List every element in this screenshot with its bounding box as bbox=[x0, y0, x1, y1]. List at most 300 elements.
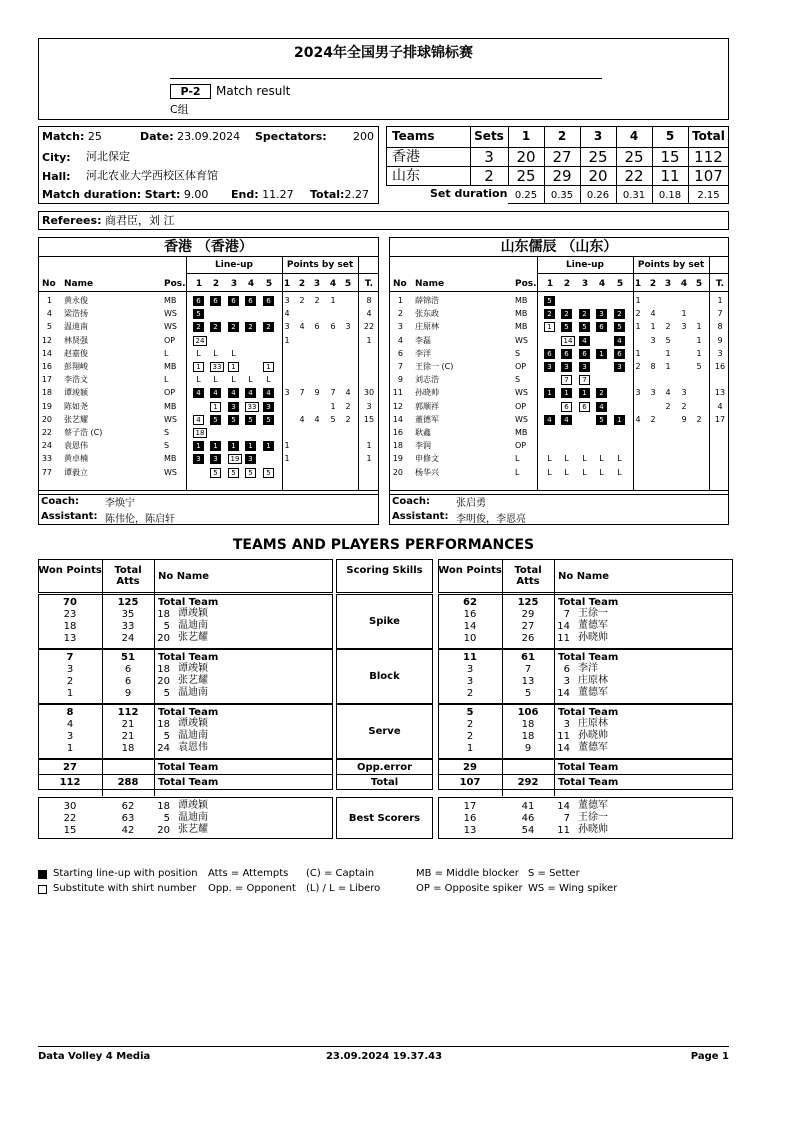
team-name: 山东儒辰 （山东） bbox=[500, 239, 618, 255]
atts-total: 112 bbox=[117, 707, 139, 718]
best-scorers-label: Best Scorers bbox=[348, 813, 421, 824]
pos-header: Pos. bbox=[515, 279, 537, 289]
player-won-points: 3 bbox=[466, 664, 474, 675]
set-points: 4 bbox=[314, 414, 320, 424]
footer-timestamp: 23.09.2024 19.37.43 bbox=[325, 1051, 443, 1062]
assistant-label: Assistant: bbox=[41, 511, 98, 522]
player-number: 19 bbox=[41, 401, 52, 411]
player-position: S bbox=[164, 441, 170, 451]
starting-position-cell: 3 bbox=[579, 362, 590, 372]
player-row bbox=[38, 308, 379, 320]
best-shirt: 14 bbox=[557, 801, 570, 812]
scoring-skills-header: Scoring Skills bbox=[346, 565, 423, 576]
starting-position-cell: 6 bbox=[245, 296, 256, 306]
player-number: 22 bbox=[41, 428, 52, 437]
player-position: L bbox=[164, 348, 169, 358]
legend-ws: WS = Wing spiker bbox=[528, 883, 618, 894]
total-team-label: Total Team bbox=[158, 707, 219, 718]
player-row bbox=[389, 321, 729, 333]
substitute-cell: 24 bbox=[193, 336, 207, 346]
player-total-points: 16 bbox=[714, 362, 726, 371]
starting-position-cell: 2 bbox=[614, 309, 625, 319]
player-won-points: 3 bbox=[66, 664, 74, 675]
player-name: 董德军 bbox=[578, 687, 608, 698]
player-won-points: 1 bbox=[66, 743, 74, 754]
player-number: 6 bbox=[397, 348, 403, 358]
player-shirt: 6 bbox=[563, 664, 570, 675]
player-number: 1 bbox=[397, 296, 403, 305]
substitute-cell: 5 bbox=[263, 468, 274, 478]
no-header: No bbox=[42, 279, 56, 289]
libero-cell: L bbox=[617, 454, 622, 464]
player-won-points: 14 bbox=[463, 621, 477, 632]
player-name: 谭竣颖 bbox=[178, 608, 208, 619]
player-name: 张艺耀 bbox=[178, 675, 208, 686]
best-name: 张艺耀 bbox=[178, 824, 208, 835]
set-points: 5 bbox=[665, 335, 671, 345]
player-name: 陈如尧 bbox=[64, 401, 88, 411]
player-name: 谭竣颖 bbox=[178, 663, 208, 674]
starting-position-cell: 4 bbox=[263, 388, 274, 398]
player-row bbox=[38, 414, 379, 426]
skill-name: Block bbox=[369, 671, 400, 682]
player-total-points: 22 bbox=[363, 322, 375, 332]
substitute-cell: 19 bbox=[228, 454, 242, 464]
footer-page: Page 1 bbox=[690, 1051, 729, 1062]
player-position: OP bbox=[164, 388, 176, 398]
player-name: 赵嘉俊 bbox=[64, 348, 88, 358]
player-position: WS bbox=[515, 388, 528, 398]
lineup-col-header: 2 bbox=[212, 279, 220, 289]
player-atts: 6 bbox=[124, 664, 132, 675]
best-atts: 42 bbox=[121, 825, 135, 836]
player-number: 18 bbox=[41, 388, 52, 398]
match-date: 23.09.2024 bbox=[177, 130, 241, 143]
set-points: 4 bbox=[299, 414, 305, 424]
t-header: T. bbox=[364, 279, 374, 289]
won-points-header: Won Points bbox=[38, 565, 102, 576]
header-rule bbox=[38, 291, 379, 292]
header-box bbox=[38, 38, 729, 120]
libero-cell: L bbox=[213, 375, 218, 385]
player-name: 郭顺祥 bbox=[415, 401, 439, 411]
set-score: 20 bbox=[588, 167, 608, 185]
player-name: 李洋 bbox=[415, 348, 431, 358]
coach-name: 李焕宁 bbox=[105, 498, 135, 509]
player-row bbox=[38, 335, 379, 347]
city-value: 河北保定 bbox=[86, 150, 130, 163]
set-points: 3 bbox=[681, 322, 687, 332]
duration-label: Match duration: bbox=[42, 188, 142, 201]
libero-cell: L bbox=[213, 348, 218, 358]
total-label: Total: bbox=[310, 188, 345, 201]
player-position: S bbox=[164, 428, 170, 437]
substitute-cell: 1 bbox=[544, 322, 555, 332]
lineup-col-header: 5 bbox=[265, 279, 273, 289]
starting-position-cell: 2 bbox=[579, 309, 590, 319]
player-number: 4 bbox=[46, 309, 52, 319]
starting-position-cell: 5 bbox=[614, 322, 625, 332]
best-points: 22 bbox=[63, 813, 77, 824]
player-atts: 24 bbox=[121, 633, 135, 644]
best-points: 15 bbox=[63, 825, 77, 836]
starting-position-cell: 5 bbox=[228, 415, 239, 425]
libero-cell: L bbox=[248, 375, 253, 385]
set-points: 1 bbox=[635, 296, 641, 305]
player-shirt: 11 bbox=[557, 731, 570, 742]
starting-position-cell: 4 bbox=[561, 415, 572, 425]
pos-header: Pos. bbox=[164, 279, 186, 289]
set-duration-value: 0.18 bbox=[658, 190, 682, 201]
libero-cell: L bbox=[599, 454, 604, 464]
starting-position-cell: 1 bbox=[263, 441, 274, 451]
player-name: 蔡子浩 (C) bbox=[64, 428, 103, 437]
player-total-points: 1 bbox=[366, 454, 372, 464]
best-atts: 62 bbox=[121, 801, 135, 812]
set-points: 1 bbox=[696, 335, 702, 345]
subheader-rule bbox=[186, 273, 379, 274]
player-won-points: 2 bbox=[466, 731, 474, 742]
player-position: MB bbox=[515, 428, 528, 437]
referees-box bbox=[38, 211, 729, 230]
player-name: 董德军 bbox=[415, 414, 439, 424]
set-score: 27 bbox=[552, 148, 572, 166]
player-name: 孙晓帅 bbox=[415, 388, 439, 398]
best-atts: 63 bbox=[121, 813, 135, 824]
team-panel-away bbox=[389, 237, 729, 525]
starting-position-cell: 2 bbox=[596, 388, 607, 398]
player-name: 杨华兴 bbox=[415, 467, 439, 477]
player-name: 彭翔峻 bbox=[64, 362, 88, 371]
starting-position-cell: 3 bbox=[193, 454, 204, 464]
substitute-cell: 33 bbox=[210, 362, 224, 372]
player-name: 袁恩伟 bbox=[178, 742, 208, 753]
lineup-col-header: 5 bbox=[616, 279, 624, 289]
player-won-points: 3 bbox=[466, 676, 474, 687]
team-sets-won: 3 bbox=[484, 148, 494, 166]
player-row bbox=[38, 401, 379, 413]
player-row bbox=[389, 361, 729, 373]
player-name: 王徐一 (C) bbox=[415, 362, 454, 371]
group-label: C组 bbox=[170, 103, 189, 116]
player-total-points: 3 bbox=[717, 348, 723, 358]
player-atts: 29 bbox=[521, 609, 535, 620]
player-shirt: 7 bbox=[563, 609, 570, 620]
legend-substitute: Substitute with shirt number bbox=[53, 883, 197, 894]
total-team-label: Total Team bbox=[158, 652, 219, 663]
player-atts: 26 bbox=[521, 633, 535, 644]
legend-libero: (L) / L = Libero bbox=[306, 883, 381, 894]
player-name: 张东政 bbox=[415, 309, 439, 319]
set-points: 1 bbox=[696, 348, 702, 358]
performances-table bbox=[38, 559, 733, 839]
player-shirt: 14 bbox=[557, 743, 570, 754]
best-points: 30 bbox=[63, 801, 77, 812]
starting-position-cell: 4 bbox=[210, 388, 221, 398]
player-won-points: 16 bbox=[463, 609, 477, 620]
referees-names: 商君臣，刘 江 bbox=[104, 214, 175, 227]
player-position: OP bbox=[515, 362, 527, 371]
set-points: 1 bbox=[635, 348, 641, 358]
starting-position-cell: 6 bbox=[579, 349, 590, 359]
player-shirt: 5 bbox=[163, 621, 170, 632]
sets-header: Sets bbox=[474, 129, 504, 143]
set-points: 1 bbox=[330, 401, 336, 411]
player-number: 1 bbox=[46, 296, 52, 305]
points-col-header: 1 bbox=[283, 279, 291, 289]
assistant-names: 陈伟伦，陈启轩 bbox=[105, 514, 175, 525]
player-name: 庄原林 bbox=[415, 322, 439, 332]
starting-position-cell: 3 bbox=[614, 362, 625, 372]
set-points: 1 bbox=[284, 454, 290, 464]
substitute-cell: 33 bbox=[245, 402, 259, 412]
best-shirt: 18 bbox=[157, 801, 170, 812]
starting-position-cell: 3 bbox=[210, 454, 221, 464]
libero-cell: L bbox=[564, 454, 569, 464]
set-points: 3 bbox=[284, 296, 290, 305]
substitute-cell: 6 bbox=[561, 402, 572, 412]
legend-atts: Atts = Attempts bbox=[208, 868, 289, 879]
player-total-points: 13 bbox=[714, 388, 726, 398]
best-points: 13 bbox=[463, 825, 477, 836]
player-atts: 18 bbox=[121, 743, 135, 754]
starting-position-cell: 2 bbox=[193, 322, 204, 332]
set-points: 2 bbox=[696, 414, 702, 424]
starting-position-cell: 6 bbox=[544, 349, 555, 359]
starting-position-cell: 1 bbox=[614, 415, 625, 425]
header-rule bbox=[170, 78, 602, 79]
player-number: 24 bbox=[41, 441, 52, 451]
player-number: 33 bbox=[41, 454, 52, 464]
set-points: 4 bbox=[299, 322, 305, 332]
player-number: 11 bbox=[392, 388, 403, 398]
set3-header: 3 bbox=[593, 129, 603, 143]
player-name: 温迪南 bbox=[64, 322, 88, 332]
set-duration-value: 2.15 bbox=[697, 190, 720, 201]
starting-position-cell: 5 bbox=[210, 415, 221, 425]
no-header: No bbox=[393, 279, 407, 289]
starting-lineup-swatch bbox=[38, 870, 47, 879]
set-points: 2 bbox=[681, 401, 687, 411]
player-shirt: 5 bbox=[163, 688, 170, 699]
set-points: 2 bbox=[665, 401, 671, 411]
player-number: 3 bbox=[397, 322, 403, 332]
libero-cell: L bbox=[231, 375, 236, 385]
best-name: 温迪南 bbox=[178, 812, 208, 823]
starting-position-cell: 2 bbox=[245, 322, 256, 332]
substitute-cell: 4 bbox=[193, 415, 204, 425]
player-number: 14 bbox=[392, 414, 403, 424]
city-label: City: bbox=[42, 151, 71, 164]
set-points: 3 bbox=[284, 388, 290, 398]
spectators-label: Spectators: bbox=[255, 130, 327, 143]
player-name: 温迪南 bbox=[178, 730, 208, 741]
player-atts: 13 bbox=[521, 676, 535, 687]
set-points: 1 bbox=[681, 309, 687, 319]
starting-position-cell: 5 bbox=[193, 309, 204, 319]
set-points: 4 bbox=[345, 388, 351, 398]
player-name: 谭竣颖 bbox=[178, 718, 208, 729]
set-points: 4 bbox=[650, 309, 656, 319]
legend-starting: Starting line-up with position bbox=[53, 868, 198, 879]
atts-total: 61 bbox=[521, 652, 535, 663]
set-points: 3 bbox=[345, 322, 351, 332]
player-row bbox=[389, 335, 729, 347]
set-points: 5 bbox=[696, 362, 702, 371]
player-total-points: 8 bbox=[366, 296, 372, 305]
player-name: 梁浩扬 bbox=[64, 309, 88, 319]
no-name-header: No Name bbox=[558, 571, 610, 582]
player-shirt: 18 bbox=[157, 664, 170, 675]
won-points-total: 70 bbox=[63, 597, 77, 608]
set-points: 3 bbox=[650, 335, 656, 345]
player-name: 王徐一 bbox=[578, 608, 608, 619]
libero-cell: L bbox=[564, 467, 569, 477]
hall-label: Hall: bbox=[42, 170, 71, 183]
player-name: 黄永俊 bbox=[64, 296, 88, 305]
player-position: MB bbox=[164, 296, 177, 305]
total-team-label: Total Team bbox=[158, 597, 219, 608]
starting-position-cell: 6 bbox=[210, 296, 221, 306]
substitute-cell: 18 bbox=[193, 428, 207, 438]
player-atts: 18 bbox=[521, 731, 535, 742]
substitute-cell: 7 bbox=[579, 375, 590, 385]
player-atts: 21 bbox=[121, 719, 135, 730]
starting-position-cell: 1 bbox=[193, 441, 204, 451]
starting-position-cell: 1 bbox=[228, 441, 239, 451]
atts-total: 125 bbox=[117, 597, 139, 608]
set-points: 1 bbox=[665, 348, 671, 358]
player-atts: 33 bbox=[121, 621, 135, 632]
date-label: Date: bbox=[140, 130, 174, 143]
libero-cell: L bbox=[599, 467, 604, 477]
player-total-points: 7 bbox=[717, 309, 723, 319]
best-atts: 54 bbox=[521, 825, 535, 836]
player-row bbox=[389, 387, 729, 399]
total-right-label: Total Team bbox=[558, 777, 619, 788]
set-points: 4 bbox=[635, 414, 641, 424]
player-row bbox=[38, 427, 379, 439]
player-total-points: 15 bbox=[363, 414, 375, 424]
starting-position-cell: 4 bbox=[544, 415, 555, 425]
player-row bbox=[38, 387, 379, 399]
set-points: 6 bbox=[314, 322, 320, 332]
player-total-points: 1 bbox=[366, 441, 372, 451]
won-points-total: 7 bbox=[66, 652, 74, 663]
atts-total: 51 bbox=[121, 652, 135, 663]
starting-position-cell: 4 bbox=[579, 336, 590, 346]
player-atts: 27 bbox=[521, 621, 535, 632]
lineup-col-header: 4 bbox=[247, 279, 255, 289]
start-time: 9.00 bbox=[183, 188, 209, 201]
team-total-points: 112 bbox=[694, 148, 723, 166]
opp-error-right-label: Total Team bbox=[558, 762, 619, 773]
set-points: 9 bbox=[681, 414, 687, 424]
atts-total: 125 bbox=[517, 597, 539, 608]
player-name: 袁恩伟 bbox=[64, 441, 88, 451]
starting-position-cell: 4 bbox=[614, 336, 625, 346]
player-number: 2 bbox=[397, 309, 403, 319]
player-name: 董德军 bbox=[578, 620, 608, 631]
player-row bbox=[389, 467, 729, 479]
player-row bbox=[38, 467, 379, 479]
best-shirt: 20 bbox=[157, 825, 170, 836]
player-row bbox=[389, 295, 729, 307]
starting-position-cell: 1 bbox=[210, 441, 221, 451]
substitute-cell: 7 bbox=[561, 375, 572, 385]
player-row bbox=[38, 295, 379, 307]
player-atts: 6 bbox=[124, 676, 132, 687]
player-position: MB bbox=[515, 296, 528, 305]
player-number: 16 bbox=[392, 428, 403, 437]
starting-position-cell: 6 bbox=[614, 349, 625, 359]
footer-rule bbox=[38, 1046, 729, 1047]
player-position: OP bbox=[515, 441, 527, 451]
substitute-cell: 5 bbox=[228, 468, 239, 478]
player-won-points: 1 bbox=[466, 743, 474, 754]
substitute-cell: 1 bbox=[193, 362, 204, 372]
team-name: 香港 （香港） bbox=[164, 239, 253, 255]
player-total-points: 17 bbox=[714, 414, 726, 424]
points-col-header: 2 bbox=[649, 279, 657, 289]
starting-position-cell: 1 bbox=[245, 441, 256, 451]
starting-position-cell: 3 bbox=[228, 402, 239, 412]
best-name: 董德军 bbox=[578, 800, 608, 811]
libero-cell: L bbox=[582, 454, 587, 464]
set-points: 4 bbox=[665, 388, 671, 398]
set-points: 4 bbox=[284, 309, 290, 319]
match-info-box bbox=[38, 126, 379, 204]
player-position: MB bbox=[515, 322, 528, 332]
set-points: 2 bbox=[314, 296, 320, 305]
footer-left: Data Volley 4 Media bbox=[38, 1051, 151, 1062]
player-position: WS bbox=[515, 414, 528, 424]
player-total-points: 8 bbox=[717, 322, 723, 332]
set-points: 3 bbox=[284, 322, 290, 332]
starting-position-cell: 1 bbox=[561, 388, 572, 398]
set-score: 20 bbox=[516, 148, 536, 166]
set-points: 1 bbox=[665, 362, 671, 371]
spectators-value: 200 bbox=[353, 130, 374, 143]
player-position: WS bbox=[515, 335, 528, 345]
set-score: 25 bbox=[624, 148, 644, 166]
lineup-col-header: 4 bbox=[598, 279, 606, 289]
player-position: OP bbox=[164, 335, 176, 345]
starting-position-cell: 5 bbox=[596, 415, 607, 425]
player-shirt: 11 bbox=[557, 633, 570, 644]
player-total-points: 1 bbox=[717, 296, 723, 305]
player-total-points: 4 bbox=[717, 401, 723, 411]
player-position: MB bbox=[164, 362, 177, 371]
lineup-col-header: 1 bbox=[195, 279, 203, 289]
player-number: 12 bbox=[392, 401, 403, 411]
player-won-points: 3 bbox=[66, 731, 74, 742]
set-points: 3 bbox=[681, 388, 687, 398]
total-header: Total bbox=[692, 129, 725, 143]
starting-position-cell: 4 bbox=[245, 388, 256, 398]
player-row bbox=[389, 453, 729, 465]
set-duration-label: Set duration bbox=[430, 187, 508, 200]
name-header: Name bbox=[64, 279, 94, 289]
player-position: WS bbox=[164, 414, 177, 424]
player-shirt: 14 bbox=[557, 688, 570, 699]
total-won-left: 112 bbox=[59, 777, 81, 788]
set2-header: 2 bbox=[557, 129, 567, 143]
substitute-cell: 1 bbox=[228, 362, 239, 372]
lineup-header: Line-up bbox=[566, 260, 604, 270]
set-points: 2 bbox=[650, 414, 656, 424]
player-name: 李润 bbox=[415, 441, 431, 451]
